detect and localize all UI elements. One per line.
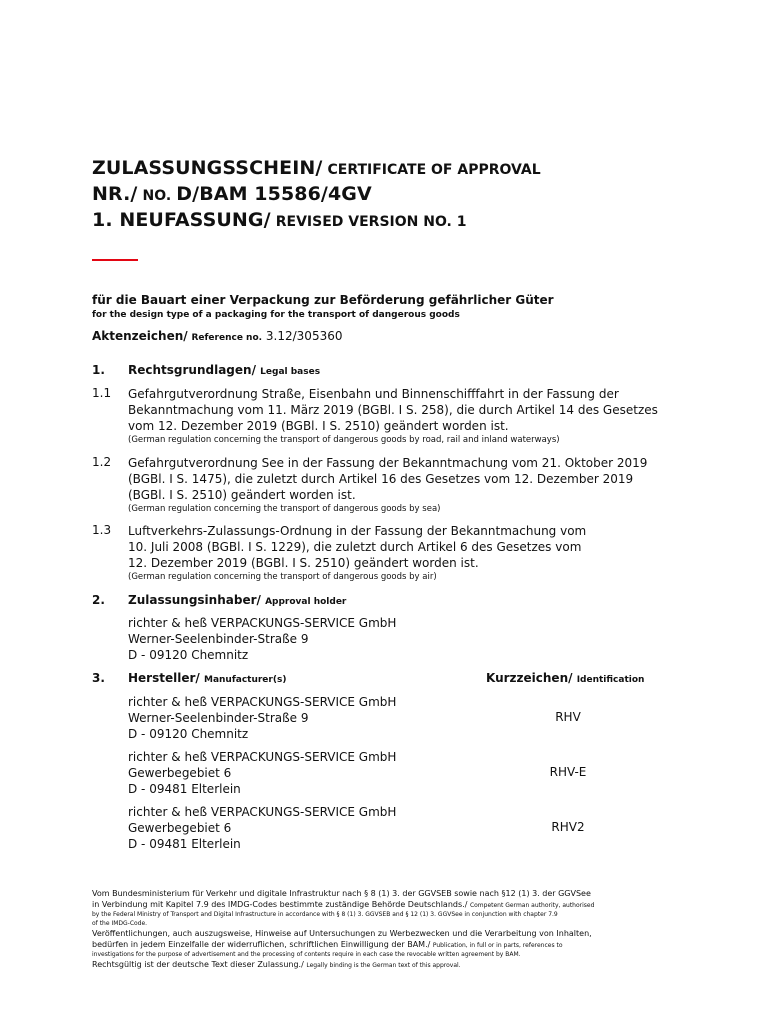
manufacturer-3-ident: RHV2: [551, 820, 585, 834]
reference-label-de: Aktenzeichen/: [92, 329, 188, 343]
footer-text-en: by the Federal Ministry of Transport and Digital Infrastructure in accordance with § 8 (1) 3. GGVSEB and § 12 (1) 3. GGVSee in conjunction with chapter 7.9: [92, 911, 558, 918]
footer-text-de: in Verbindung mit Kapitel 7.9 des IMDG-Codes bestimmte zuständige Behörde Deutschlands./: [92, 900, 468, 909]
approval-number: D/BAM 15586/4GV: [176, 183, 372, 205]
address-line: D - 09481 Elterlein: [128, 782, 241, 796]
manufacturer-2-address: [128, 749, 396, 797]
footer-text-de: Rechtsgültig ist der deutsche Text dieser Zulassung./: [92, 960, 304, 969]
manufacturer-3-address: [128, 804, 396, 852]
footer-text-en: of the IMDG-Code.: [92, 920, 148, 927]
intro-de: für die Bauart einer Verpackung zur Beförderung gefährlicher Güter: [92, 293, 554, 307]
footer-text: [92, 939, 682, 950]
number-label-en: NO.: [142, 188, 172, 204]
section-2-title-en: Approval holder: [265, 597, 347, 607]
reference-line: [92, 329, 342, 343]
item-1-2: [128, 455, 648, 515]
section-1-number: 1.: [92, 363, 105, 377]
footer-text-en: Competent German authority, authorised: [469, 902, 595, 909]
address-line: richter & heß VERPACKUNGS-SERVICE GmbH: [128, 750, 397, 764]
ident-header-en: Identification: [576, 675, 645, 685]
manufacturer-1-address: [128, 694, 396, 742]
number-label-de: NR./: [92, 183, 138, 205]
item-1-3-line: 12. Dezember 2019 (BGBl. I S. 2510) geändert worden ist.: [128, 556, 479, 570]
section-3-title-en: Manufacturer(s): [203, 675, 287, 685]
section-3-title-de: Hersteller/: [128, 671, 200, 685]
section-1-title-en: Legal bases: [260, 367, 321, 377]
footer-text-de: bedürfen in jedem Einzelfalle der widerruflichen, schriftlichen Einwilligung der BAM./: [92, 940, 431, 949]
footer-text-en: Legally binding is the German text of this approval.: [306, 962, 461, 969]
section-3-title: [128, 671, 286, 685]
accent-divider: [92, 259, 138, 261]
item-1-1-line: Bekanntmachung vom 11. März 2019 (BGBl. I S. 258), die durch Artikel 14 des Gesetzes: [128, 403, 658, 417]
reference-value: 3.12/305360: [265, 329, 343, 343]
item-1-3-translation: (German regulation concerning the transport of dangerous goods by air): [128, 572, 437, 582]
section-1-title: [128, 363, 320, 377]
item-1-1-line: Gefahrgutverordnung Straße, Eisenbahn und Binnenschifffahrt in der Fassung der: [128, 387, 619, 401]
intro-en: for the design type of a packaging for the transport of dangerous goods: [92, 310, 460, 320]
holder-address: [128, 615, 396, 663]
title-de: ZULASSUNGSSCHEIN/: [92, 157, 323, 179]
address-line: richter & heß VERPACKUNGS-SERVICE GmbH: [128, 616, 397, 630]
manufacturer-1-ident: RHV: [555, 710, 581, 724]
section-2-title: [128, 593, 346, 607]
item-1-3: [128, 523, 648, 583]
section-1-title-de: Rechtsgrundlagen/: [128, 363, 256, 377]
item-1-3-line: 10. Juli 2008 (BGBl. I S. 1229), die zuletzt durch Artikel 6 des Gesetzes vom: [128, 540, 582, 554]
address-line: richter & heß VERPACKUNGS-SERVICE GmbH: [128, 695, 397, 709]
title-en: CERTIFICATE OF APPROVAL: [327, 162, 541, 178]
item-1-1-number: 1.1: [92, 386, 112, 400]
address-line: Werner-Seelenbinder-Straße 9: [128, 711, 309, 725]
address-line: Gewerbegebiet 6: [128, 766, 232, 780]
address-line: D - 09481 Elterlein: [128, 837, 241, 851]
manufacturer-2-ident: RHV-E: [549, 765, 587, 779]
title-line-3: [92, 209, 467, 231]
title-line-2: [92, 183, 372, 205]
footer-text: Veröffentlichungen, auch auszugsweise, Hinweise auf Untersuchungen zu Werbezwecken und die Verarbeitung von Inhalten,: [92, 929, 592, 938]
address-line: D - 09120 Chemnitz: [128, 648, 249, 662]
footer-text-en: investigations for the purpose of advertisement and the processing of contents require in each case the revocable written agreement by BAM.: [92, 951, 521, 958]
footer-text-en: Publication, in full or in parts, references to: [432, 942, 563, 949]
item-1-1-translation: (German regulation concerning the transport of dangerous goods by road, rail and inland waterways): [128, 435, 560, 445]
address-line: D - 09120 Chemnitz: [128, 727, 249, 741]
item-1-1: [128, 386, 658, 446]
item-1-2-number: 1.2: [92, 455, 112, 469]
section-2-title-de: Zulassungsinhaber/: [128, 593, 261, 607]
title-line-1: [92, 157, 541, 179]
footer-text: [92, 899, 682, 910]
address-line: Werner-Seelenbinder-Straße 9: [128, 632, 309, 646]
address-line: Gewerbegebiet 6: [128, 821, 232, 835]
item-1-2-line: (BGBl. I S. 1475), die zuletzt durch Artikel 16 des Gesetzes vom 12. Dezember 2019: [128, 472, 634, 486]
item-1-3-line: Luftverkehrs-Zulassungs-Ordnung in der Fassung der Bekanntmachung vom: [128, 524, 587, 538]
item-1-2-line: (BGBl. I S. 2510) geändert worden ist.: [128, 488, 356, 502]
revision-de: 1. NEUFASSUNG/: [92, 209, 271, 231]
reference-label-en: Reference no.: [191, 333, 263, 343]
footer-text: Vom Bundesministerium für Verkehr und digitale Infrastruktur nach § 8 (1) 3. der GGVSEB sowie nach §12 (1) 3. der GGVSee: [92, 889, 591, 898]
section-3-number: 3.: [92, 671, 105, 685]
revision-en: REVISED VERSION NO. 1: [275, 214, 467, 230]
ident-column-header: [486, 671, 644, 685]
item-1-2-translation: (German regulation concerning the transport of dangerous goods by sea): [128, 504, 441, 514]
section-2-number: 2.: [92, 593, 105, 607]
address-line: richter & heß VERPACKUNGS-SERVICE GmbH: [128, 805, 397, 819]
item-1-3-number: 1.3: [92, 523, 112, 537]
ident-header-de: Kurzzeichen/: [486, 671, 573, 685]
footer-text: [92, 959, 682, 970]
item-1-2-line: Gefahrgutverordnung See in der Fassung der Bekanntmachung vom 21. Oktober 2019: [128, 456, 648, 470]
footer-notes: [92, 888, 682, 970]
item-1-1-line: vom 12. Dezember 2019 (BGBl. I S. 2510) geändert worden ist.: [128, 419, 509, 433]
